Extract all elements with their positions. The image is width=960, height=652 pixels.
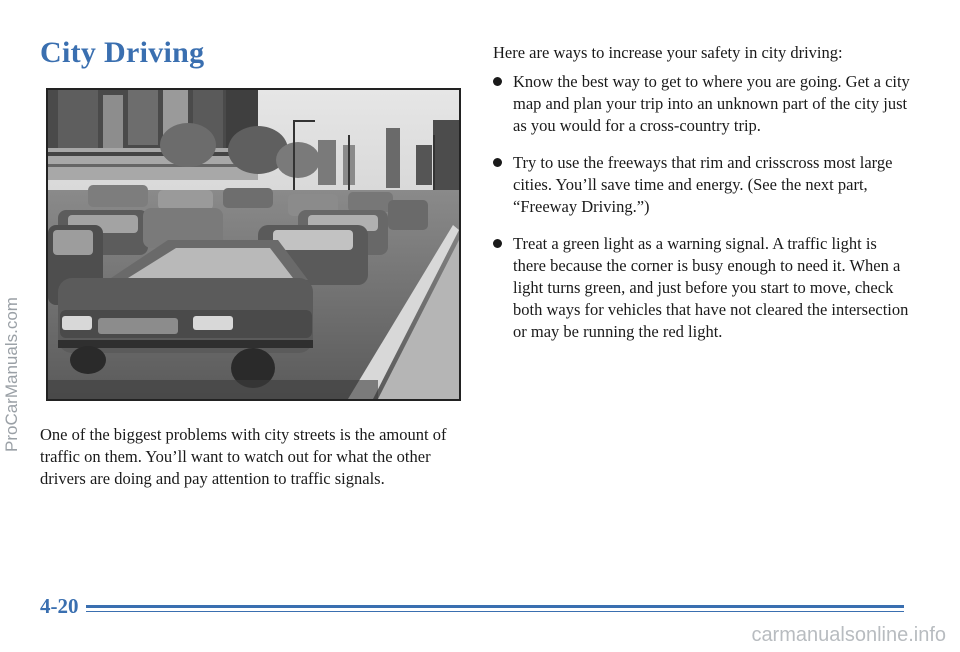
city-traffic-illustration xyxy=(46,88,461,401)
tip-text: Try to use the freeways that rim and crisscross most large cities. You’ll save time and energy. (See the next part, “Freeway Driving.”) xyxy=(513,153,893,216)
side-watermark: ProCarManuals.com xyxy=(2,297,21,452)
footer-rule xyxy=(86,605,904,608)
bullet-icon xyxy=(493,239,502,248)
footer-rule-thin xyxy=(86,611,904,612)
city-traffic-drawing xyxy=(48,90,459,399)
tip-item xyxy=(493,71,913,137)
bullet-icon xyxy=(493,77,502,86)
tips-intro: Here are ways to increase your safety in city driving: xyxy=(493,43,843,62)
bottom-watermark: carmanualsonline.info xyxy=(751,624,946,646)
tips-list xyxy=(493,71,913,358)
photo-caption: One of the biggest problems with city streets is the amount of traffic on them. You’ll want to watch out for what the other drivers are doing and pay attention to traffic signals. xyxy=(40,425,447,488)
bullet-icon xyxy=(493,158,502,167)
section-title: City Driving xyxy=(40,36,205,69)
tip-text: Treat a green light as a warning signal. A traffic light is there because the corner is busy enough to need it. When a light turns green, and just before you start to move, check both ways for vehicles that have not cleared the intersection or may be running the red light. xyxy=(513,234,909,341)
tip-text: Know the best way to get to where you are going. Get a city map and plan your trip into an unknown part of the city just as you would for a cross-country trip. xyxy=(513,72,910,135)
tip-item xyxy=(493,152,913,218)
page-number: 4-20 xyxy=(40,594,79,618)
tip-item xyxy=(493,233,913,343)
